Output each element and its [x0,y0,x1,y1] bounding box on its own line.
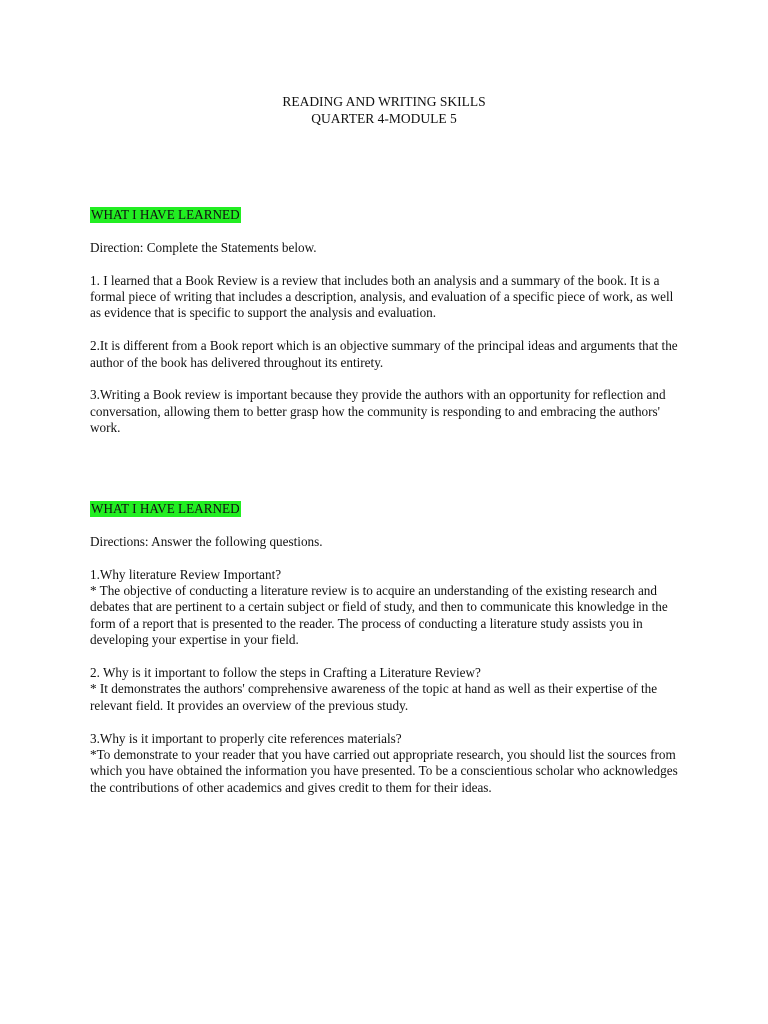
statement-1: 1. I learned that a Book Review is a review that includes both an analysis and a summary of the book. It is a formal piece of writing that includes a description, analysis, and evaluation of a specific piece of work, as well as evidence that is specific to support the analysis and evaluation. [90,272,674,321]
answer-3: *To demonstrate to your reader that you have carried out appropriate research, you should list the sources from which you have obtained the information you have presented. To be a conscientious scholar who acknowledges the contributions of other academics and gives credit to them for their ideas. [90,747,678,795]
answer-1: * The objective of conducting a literature review is to acquire an understanding of the existing research and debates that are pertinent to a certain subject or field of study, and then to communicate this knowledge in the form of a report that is presented to the reader. The process of conducting a literature study assists you in developing your expertise in your field. [90,583,668,648]
question-1: 1.Why literature Review Important? [90,566,282,582]
question-3: 3.Why is it important to properly cite references materials? [90,730,402,746]
statement-2: 2.It is different from a Book report which is an objective summary of the principal ideas and arguments that the author of the book has delivered throughout its entirety. [90,338,678,370]
section-questions [90,501,680,796]
answer-2: * It demonstrates the authors' comprehensive awareness of the topic at hand as well as their expertise of the relevant field. It provides an overview of the previous study. [90,681,658,713]
title-line-2: QUARTER 4-MODULE 5 [311,111,457,126]
section-heading-highlighted: WHAT I HAVE LEARNED [91,501,240,516]
section-statements [90,207,680,437]
document-title [0,93,768,127]
section-heading-highlighted: WHAT I HAVE LEARNED [91,207,240,222]
question-2: 2. Why is it important to follow the steps in Crafting a Literature Review? [90,665,481,681]
direction-text: Directions: Answer the following questions. [90,533,323,549]
title-line-1: READING AND WRITING SKILLS [282,94,486,109]
direction-text: Direction: Complete the Statements below. [90,239,317,255]
statement-3: 3.Writing a Book review is important because they provide the authors with an opportunity for reflection and conversation, allowing them to better grasp how the community is responding to and embracing the authors' work. [90,387,666,436]
